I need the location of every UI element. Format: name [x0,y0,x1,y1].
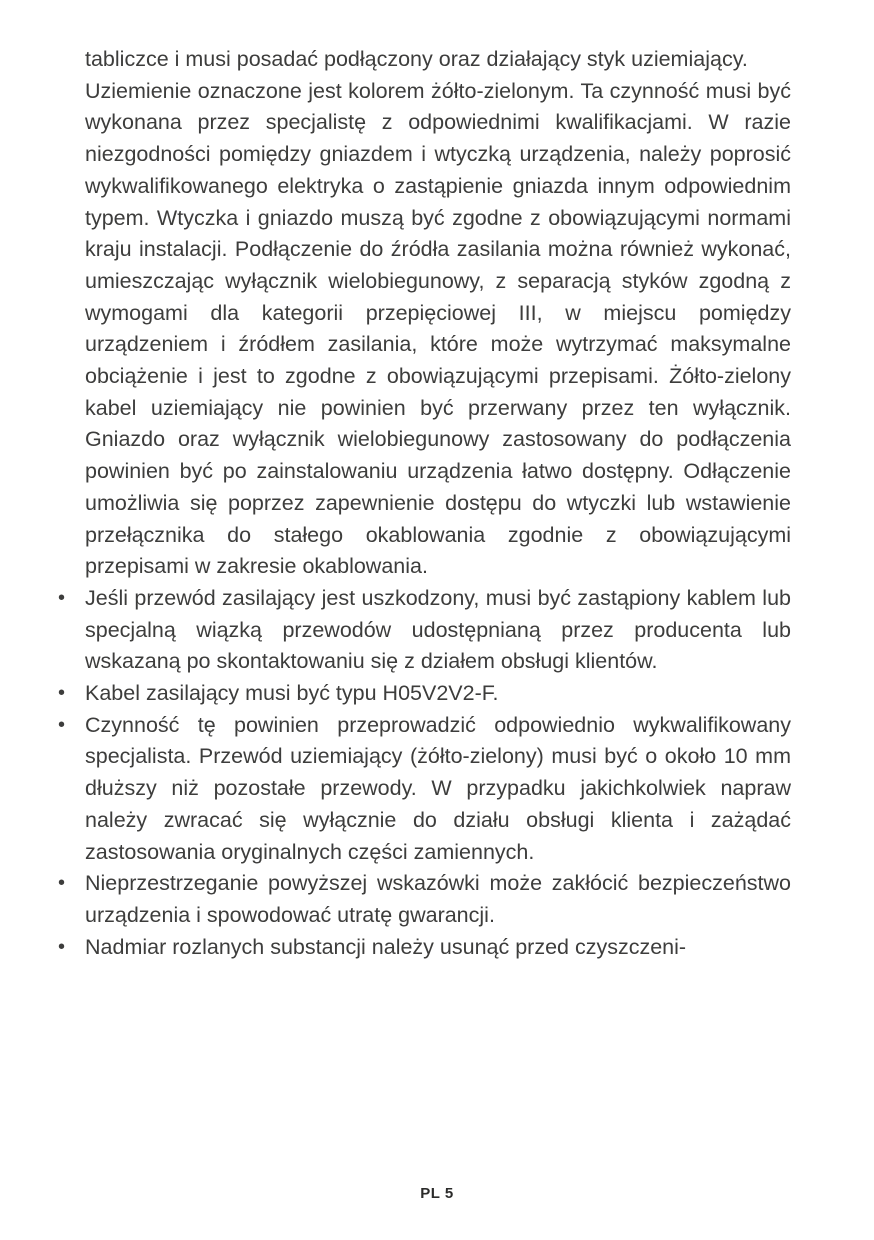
list-item-spilled-substances: • Nadmiar rozlanych substancji należy usunąć przed czyszczeni- [85,932,791,964]
paragraph-grounding: Uziemienie oznaczone jest kolorem żółto-zielonym. Ta czynność musi być wykonana przez specjalistę z odpowiednimi kwalifikacjami. W razie niezgodności pomiędzy gniazdem i wtyczką urządzenia, należy poprosić wykwalifikowanego elektryka o zastąpienie gniazda innym odpowiednim typem. Wtyczka i gniazdo muszą być zgodne z obowiązującymi normami kraju instalacji. Podłączenie do źródła zasilania można również wykonać, umieszczając wyłącznik wielobiegunowy, z separacją styków zgodną z wymogami dla kategorii przepięciowej III, w miejscu pomiędzy urządzeniem i źródłem zasilania, które może wytrzymać maksymalne obciążenie i jest to zgodne z obowiązującymi przepisami. Żółto-zielony kabel uziemiający nie powinien być przerwany przez ten wyłącznik. Gniazdo oraz wyłącznik wielobiegunowy zastosowany do podłączenia powinien być po zainstalowaniu urządzenia łatwo dostępny. Odłączenie umożliwia się poprzez zapewnienie dostępu do wtyczki lub wstawienie przełącznika do stałego okablowania zgodnie z obowiązującymi przepisami w zakresie okablowania. [85,78,791,579]
paragraph-continued: tabliczce i musi posadać podłączony oraz działający styk uziemiający. [85,47,748,71]
list-item-power-cord-replacement: • Jeśli przewód zasilający jest uszkodzony, musi być zastąpiony kablem lub specjalną wiązką przewodów udostępnianą przez producenta lub wskazaną po skontaktowaniu się z działem obsługi klientów. [85,583,791,678]
list-item-cable-type: • Kabel zasilający musi być typu H05V2V2-F. [85,678,791,710]
bullet-list [85,583,791,963]
list-item-qualified-specialist: • Czynność tę powinien przeprowadzić odpowiednio wykwalifikowany specjalista. Przewód uziemiający (żółto-zielony) musi być o około 10 mm dłuższy niż pozostałe przewody. W przypadku jakichkolwiek napraw należy zwracać się wyłącznie do działu obsługi klienta i zażądać zastosowania oryginalnych części zamiennych. [85,710,791,869]
list-item-warranty-warning: • Nieprzestrzeganie powyższej wskazówki może zakłócić bezpieczeństwo urządzenia i spowodować utratę gwarancji. [85,868,791,931]
page-number: PL 5 [420,1185,454,1202]
page-content [85,44,791,963]
